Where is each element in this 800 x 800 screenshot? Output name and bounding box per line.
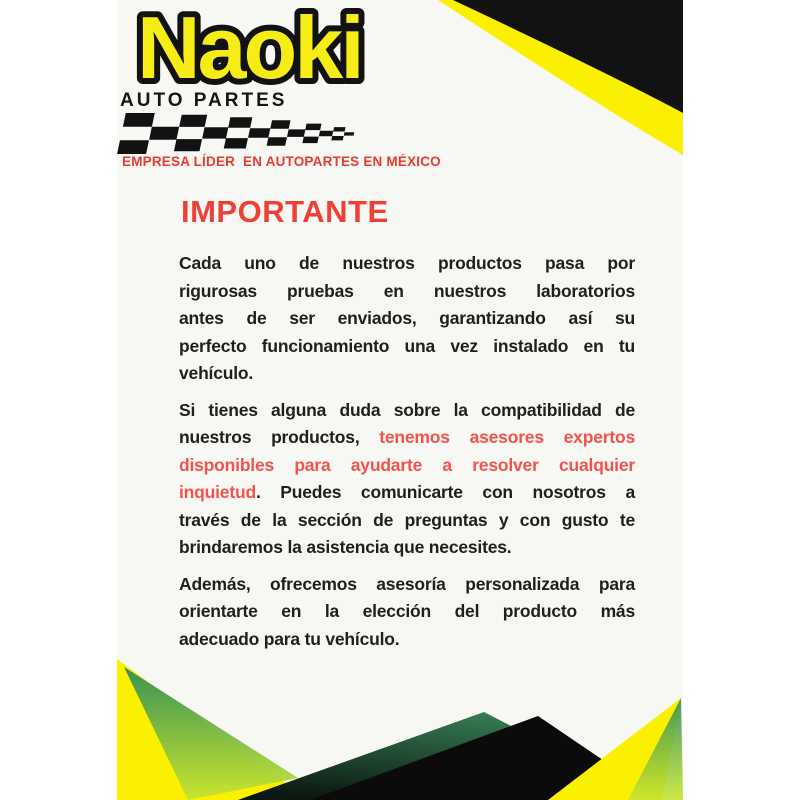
paragraph: Además, ofrecemos asesoría personalizada para orientarte en la elección del producto más adecuado para tu vehículo. xyxy=(179,573,635,649)
flyer xyxy=(117,0,683,800)
brand-tagline: EMPRESA LÍDER EN AUTOPARTES EN MÉXICO xyxy=(122,154,441,169)
svg-text:Naoki: Naoki xyxy=(137,0,362,97)
paragraph: Cada uno de nuestros productos pasa por rigurosas pruebas en nuestros laboratorios antes de ser enviados, garantizando así su perfecto funcionamiento una vez instalado en tu vehículo. xyxy=(179,253,635,383)
page-title: IMPORTANTE xyxy=(181,194,389,229)
bottom-accent-shape xyxy=(117,655,683,800)
brand-subtext: AUTO PARTES xyxy=(120,90,288,111)
brand-logo xyxy=(129,0,379,100)
corner-accent-shape xyxy=(433,0,683,160)
paragraph: Si tienes alguna duda sobre la compatibilidad de nuestros productos, tenemos asesores expertos disponibles para ayudarte a resolver cualquier inquietud. Puedes comunicarte con nosotros a través de la sección de preguntas y con gusto te brindaremos la asistencia que necesites. xyxy=(179,399,635,557)
body-paragraphs xyxy=(179,250,635,662)
checkered-flag-icon xyxy=(117,111,360,156)
